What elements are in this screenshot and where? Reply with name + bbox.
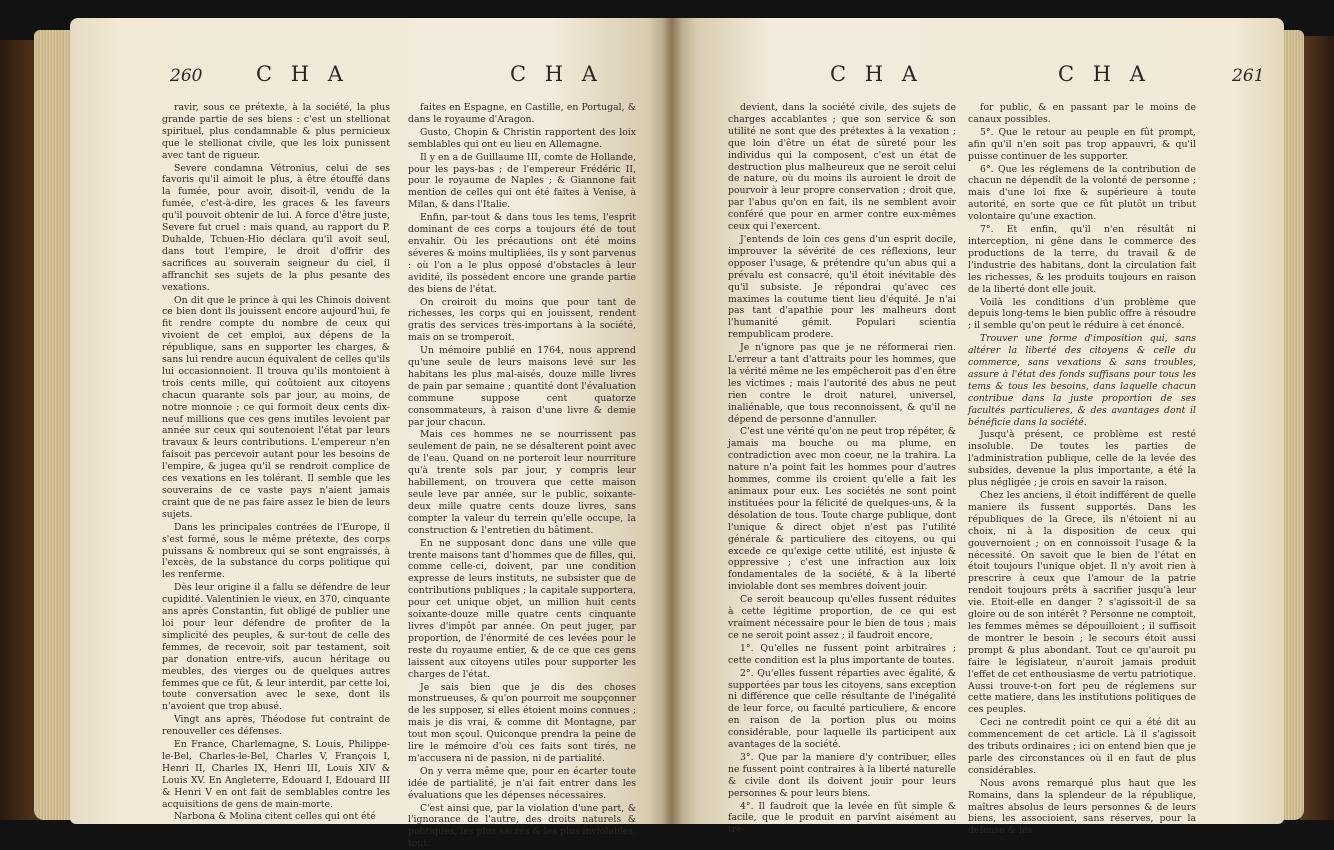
paragraph: Mais ces hommes ne se nourrissent pas seulement de pain, ne se désalterent point avec de l'eau. Quand on ne porteroit leur nourriture qu'à trente sols par jour, y compris leur habillement, on trouvera que cette maison seule leve par année, sur le public, soixante-deux mille quatre cents douze livres, sans compter la valeur du terrein qu'elle occupe, la construction & l'entretien du bâtiment. — [408, 429, 636, 536]
paragraph: Gusto, Chopin & Christin rapportent des loix semblables qui ont eu lieu en Allemagne. — [408, 126, 636, 150]
paragraph: Nous avons remarqué plus haut que les Romains, dans la splendeur de la république, maîtres absolus de leurs personnes & de leurs biens, les associoient, sans réserves, pour la défense & les — [968, 777, 1196, 837]
paragraph: Ceci ne contredit point ce qui a été dit au commencement de cet article. Là il s'agissoit des tributs ordinaires ; ici on entend bien que je parle des circonstances où il en faut de plus considérables. — [968, 717, 1196, 776]
paragraph: Voilà les conditions d'un problème que depuis long-tems le bien public offre à résoudre ; il semble qu'on peut le réduire à cet énoncé. — [968, 296, 1196, 332]
paragraph: Je n'ignore pas que je ne réformerai rien. L'erreur a tant d'attraits pour les hommes, que la vérité même ne les empêcheroit pas d'en être les victimes ; mais l'autorité des abus ne peut rien contre le droit naturel, universel, inaliénable, que tous reconnoissent, & qu'il ne dépend de personne d'annuller. — [728, 342, 956, 425]
paragraph: Un mémoire publié en 1764, nous apprend qu'une seule de leurs maisons levé sur les habitans les plus mal-aisés, douze mille livres de pain par semaine ; quantité dont l'évaluation commune suppose cent quatorze consommateurs, à raison d'une livre & demie par jour chacun. — [408, 345, 636, 428]
paragraph: C'est une vérité qu'on ne peut trop répéter, & jamais ma bouche ou ma plume, en contradiction avec mon coeur, ne la trahira. La nature n'a point fait les hommes pour d'autres hommes, comme ils croient qu'elle a fait les animaux pour eux. Les sociétés ne sont point instituées pour la félicité de quelques-uns, & la désolation de tous. Toute charge publique, dont l'unique & direct objet n'est pas l'utilité générale & particuliere des citoyens, ou qui excede ce qu'exige cette utilité, est injuste & oppressive ; c'est une infraction aux loix fondamentales de la société, & à la liberté inviolable dont ses membres doivent jouir. — [728, 426, 956, 593]
page-number: 261 — [1232, 66, 1265, 86]
text-column-1 — [728, 102, 956, 836]
right-page — [672, 18, 1284, 837]
running-header: C H A — [510, 62, 603, 86]
paragraph: C'est ainsi que, par la violation d'une part, & l'ignorance de l'autre, des droits naturels & politiques, les plus sacrés & les plus inviolables, tout — [408, 802, 636, 850]
paragraph: Ce seroit beaucoup qu'elles fussent réduites à cette légitime proportion, de ce qui est vraiment nécessaire pour le bien de tous ; mais ce ne seroit point assez ; il faudroit encore, — [728, 594, 956, 641]
paragraph: Jusqu'à présent, ce problème est resté insoluble. De toutes les parties de l'administration publique, celle de la levée des subsides, devenue la plus importante, a été la plus négligée ; je crois en savoir la raison. — [968, 429, 1196, 489]
running-header: C H A — [256, 62, 349, 86]
paragraph: 5°. Que le retour au peuple en fût prompt, afin qu'il n'en soit pas trop appauvri, & qu'il puisse continuer de les supporter. — [968, 126, 1196, 162]
book-gutter — [662, 18, 682, 824]
paragraph: 1°. Qu'elles ne fussent point arbitraires ; cette condition est la plus importante de toutes. — [728, 642, 956, 666]
paragraph: On dit que le prince à qui les Chinois doivent ce bien dont ils jouissent encore aujourd'hui, fe fit rendre compte du nombre de ceux qui vivoient de cet emploi, aux dépens de la république, sans en supporter les charges, & sans lui rendre aucun équivalent de celles qu'ils lui occasionnoient. Il trouva qu'ils montoient à trois cents mille, qui coûtoient aux citoyens chacun quarante sols par jour, au moins, de notre monnoie ; ce qui formoit deux cents dix-neuf millions que ces gens inutiles levoient par année sur ceux qui soutenoient l'état par leurs travaux & leurs contributions. L'empereur n'en faisoit pas percevoir autant pour les besoins de l'empire, & jugea qu'il se rendroit complice de ces vexations en les tolérant. Il semble que les souverains de ce vaste pays n'aient jamais craint que de ne pas faire assez le bien de leurs sujets. — [162, 294, 390, 520]
paragraph: En ne supposant donc dans une ville que trente maisons tant d'hommes que de filles, qui, comme celle-ci, doivent, par une condition expresse de leurs instituts, ne subsister que de contributions publiques ; la capitale supportera, pour cet unique objet, un million huit cents soixante-douze mille quatre cents cinquante livres d'impôt par année. On peut juger, par proportion, de l'énormité de ces levées pour le reste du royaume entier, & de ce que ces gens laissent aux citoyens utiles pour supporter les charges de l'état. — [408, 537, 636, 680]
paragraph: devient, dans la société civile, des sujets de charges accablantes ; que son service & son utilité ne sont que des prétextes à la vexation ; que loin d'être un état de sûreté pour les individus qui la composent, c'est un état de destruction plus malheureux que ne seroit celui de nature, où du moins ils auroient le droit de pourvoir à leur propre conservation ; droit que, par l'abus qu'on en fait, ils ne semblent avoir conféré que pour en armer contre eux-mêmes ceux qui l'exercent. — [728, 102, 956, 233]
paragraph: faites en Espagne, en Castille, en Portugal, & dans le royaume d'Aragon. — [408, 102, 636, 125]
book-cover-right — [1300, 36, 1334, 820]
running-header: C H A — [830, 62, 923, 86]
text-column-1 — [162, 102, 390, 823]
paragraph: J'entends de loin ces gens d'un esprit docile, improuver la sévérité de ces réflexions, leur opposer l'usage, & prétendre qu'un abus qui a prévalu est consacré, qu'il étoit inévitable dès qu'il subsiste. Je répondrai qu'avec ces maximes la coutume tient lieu d'équité. Je n'ai pas tant d'apathie pour les malheurs dont l'humanité gémit. Populari scientia rempublicam prodere. — [728, 233, 956, 341]
paragraph: 2°. Qu'elles fussent réparties avec égalité, & supportées par tous les citoyens, sans exception ni différence que celle résultante de l'inégalité de leur force, ou faculté particuliere, & encore en raison de la portion plus ou moins considérable, pour laquelle ils participent aux avantages de la société. — [728, 667, 956, 751]
paragraph: ravir, sous ce prétexte, à la société, la plus grande partie de ses biens : c'est un stellionat spirituel, plus condamnable & plus pernicieux que le stellionat civile, que les loix punissent avec tant de rigueur. — [162, 102, 390, 161]
paragraph: Vingt ans après, Théodose fut contraint de renouveller ces défenses. — [162, 714, 390, 738]
paragraph: 6°. Que les réglemens de la contribution de chacun ne dépendît de la volonté de personne ; mais d'une loi fixe & supérieure à toute autorité, en sorte que ce fût plutôt un tribut volontaire qu'une exaction. — [968, 163, 1196, 223]
paragraph: 4°. Il faudroit que la levée en fût simple & facile, que le produit en parvînt aisément au tré- — [728, 800, 956, 836]
page-edges-right — [1282, 30, 1304, 820]
text-column-2 — [968, 102, 1196, 837]
running-header: C H A — [1058, 62, 1151, 86]
paragraph: Dans les principales contrées de l'Europe, il s'est formé, sous le même prétexte, des corps puissans & nombreux qui se sont engraissés, à l'excès, de la substance du corps politique qui les renferme. — [162, 521, 390, 581]
paragraph: Dès leur origine il a fallu se défendre de leur cupidité. Valentinien le vieux, en 370, cinquante ans après Constantin, fut obligé de publier une loi pour leur défendre de profiter de la simplicité des peuples, & sur-tout de celle des femmes, de recevoir, soit par testament, soit par donation entre-vifs, aucun héritage ou meubles, des vierges ou de quelques autres femmes que ce fût, & leur interdit, par cette loi, toute conversation avec le sexe, dont ils n'avoient que trop abusé. — [162, 582, 390, 713]
paragraph: 7°. Et enfin, qu'il n'en résultât ni interception, ni gêne dans le commerce des productions de la terre, du travail & de l'industrie des habitans, dont la circulation fait les richesses, & les produits toujours en raison de la liberté dont elle jouit. — [968, 224, 1196, 295]
paragraph: On y verra même que, pour en écarter toute idée de partialité, je n'ai fait entrer dans les évaluations que les dépenses nécessaires. — [408, 765, 636, 801]
paragraph: Il y en a de Guillaume III, comte de Hollande, pour les pays-bas ; de l'empereur Frédéric II, pour le royaume de Naples ; & Giannone fait mention de celles qui ont été faites à Venise, à Milan, & dans l'Italie. — [408, 151, 636, 211]
paragraph: En France, Charlemagne, S. Louis, Philippe-le-Bel, Charles-le-Bel, Charles V, François I, Henri II, Charles IX, Henri III, Louis XIV & Louis XV. En Angleterre, Edouard I, Edouard III & Henri V en ont fait de semblables contre les acquisitions de gens de main-morte. — [162, 739, 390, 810]
paragraph: Enfin, par-tout & dans tous les tems, l'esprit dominant de ces corps a toujours été de tout envahir. Où les précautions ont été moins séveres & moins multipliées, ils y sont parvenus : où l'on a le plus opposé d'obstacles à leur avidité, ils possèdent encore une grande partie des biens de l'état. — [408, 212, 636, 295]
paragraph: 3°. Que par la maniere d'y contribuer, elles ne fussent point contraires à la liberté naturelle & civile dont ils doivent jouir pour leurs personnes & pour leurs biens. — [728, 751, 956, 799]
paragraph: Trouver une forme d'imposition qui, sans altérer la liberté des citoyens & celle du commerce, sans vexations & sans troubles, assure à l'état des fonds suffisans pour tous les tems & tous les besoins, dans laquelle chacun contribue dans la juste proportion de ses facultés particulieres, & des avantages dont il bénéficie dans la société. — [968, 333, 1196, 428]
paragraph: Severe condamna Vétronius, celui de ses favoris qu'il aimoit le plus, à être étouffé dans la fumée, pour avoir, disoit-il, vendu de la fumée, c'est-à-dire, les graces & les faveurs qu'il pouvoit obtenir de lui. A force d'être juste, Severe fut cruel : mais quand, au rapport du P. Duhalde, Tchuen-Hio déclara qu'il avoit seul, dans tout l'empire, le droit d'offrir des sacrifices au souverain seigneur du ciel, il affranchit ses sujets de la plus pesante des vexations. — [162, 162, 390, 293]
paragraph: Narbona & Molina citent celles qui ont été — [174, 811, 376, 823]
page-number: 260 — [170, 66, 203, 86]
left-page — [70, 18, 672, 850]
paragraph: for public, & en passant par le moins de canaux possibles. — [968, 102, 1196, 125]
paragraph: Chez les anciens, il étoit indifférent de quelle maniere ils fussent supportés. Dans les républiques de la Grece, ils n'étoient ni au choix, ni à la disposition de ceux qui gouvernoient ; on en connoissoit l'usage & la nécessité. On savoit que le bien de l'état en étoit toujours l'unique objet. Il n'y avoit rien à prescrire à ceux que l'amour de la patrie rendoit toujours prêts à sacrifier jusqu'à leur vie. Etoit-elle en danger ? s'agissoit-il de sa gloire ou de son intérêt ? Personne ne comptoit, les femmes mêmes se dépouilloient ; il suffisoit de montrer le besoin ; le secours étoit aussi prompt & plus abondant. Tout ce qu'auroit pu faire le législateur, n'auroit jamais produit l'effet de cet enthousiasme de vertu patriotique. Aussi trouve-t-on fort peu de réglemens sur cette matiere, dans les institutions politiques de ces peuples. — [968, 490, 1196, 716]
text-column-2 — [408, 102, 636, 850]
paragraph: On croiroit du moins que pour tant de richesses, les corps qui en jouissent, rendent gratis des services très-importans à la société, mais on se tromperoit. — [408, 296, 636, 344]
paragraph: Je sais bien que je dis des choses monstrueuses, & qu'on pourroit me soupçonner de les supposer, si elles étoient moins connues ; mais je dis vrai, & comme dit Montagne, par tout mon sçoul. Quiconque prendra la peine de lire le mémoire d'où ces faits sont tirés, ne m'accusera ni de passion, ni de partialité. — [408, 681, 636, 764]
